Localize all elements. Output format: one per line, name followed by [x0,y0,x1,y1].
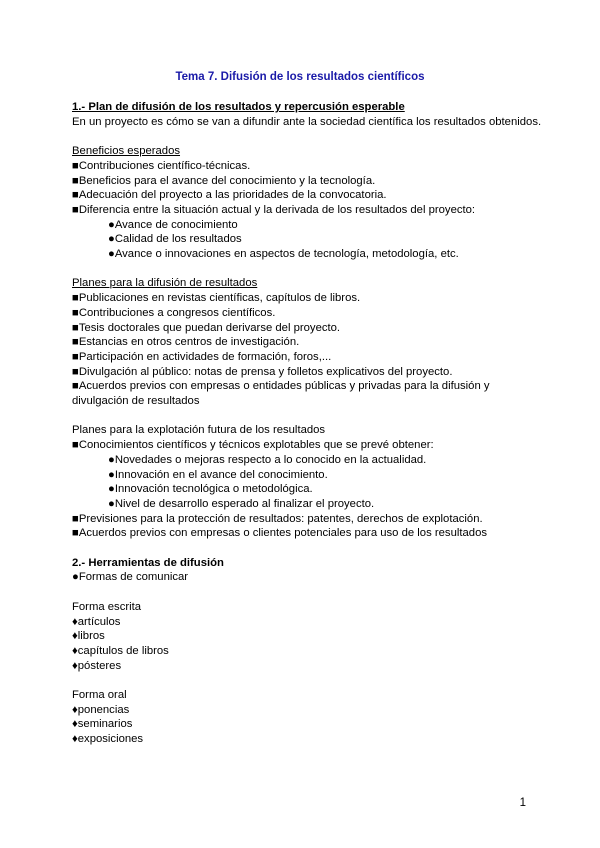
list-item: ■Participación en actividades de formación, foros,... [72,350,332,363]
square-bullet-icon: ■ [72,189,79,202]
beneficios-heading: Beneficios esperados [72,145,181,158]
diamond-bullet-icon: ♦ [72,630,78,643]
section-1-heading: 1.- Plan de difusión de los resultados y repercusión esperable [72,101,405,113]
section-2-heading: 2.- Herramientas de difusión [72,556,224,569]
dot-bullet-icon: ● [108,233,115,246]
list-item: ■Divulgación al público: notas de prensa y folletos explicativos del proyecto. [72,365,453,378]
square-bullet-icon: ■ [72,174,79,187]
planes-difusion-heading: Planes para la difusión de resultados [72,277,258,290]
square-bullet-icon: ■ [72,527,79,540]
list-item: ♦pósteres [72,659,122,672]
planes-explotacion-heading: Planes para la explotación futura de los resultados [72,424,326,437]
square-bullet-icon: ■ [72,159,79,172]
sub-list-item: ●Innovación en el avance del conocimiento. [108,468,328,481]
dot-bullet-icon: ● [108,218,115,231]
sub-list-item: ●Avance de conocimiento [108,218,238,231]
list-item: ■Beneficios para el avance del conocimiento y la tecnología. [72,174,376,187]
diamond-bullet-icon: ♦ [72,644,78,657]
list-item: ♦artículos [72,615,121,628]
list-item: ♦ponencias [72,703,130,716]
dot-bullet-icon: ● [108,453,115,466]
square-bullet-icon: ■ [72,365,79,378]
dot-bullet-icon: ● [108,483,115,496]
list-item: ■Estancias en otros centros de investigación. [72,336,300,349]
dot-bullet-icon: ● [108,468,115,481]
list-item: ■Acuerdos previos con empresas o clientes potenciales para uso de los resultados [72,527,487,540]
diamond-bullet-icon: ♦ [72,659,78,672]
square-bullet-icon: ■ [72,380,79,393]
list-item: ■Conocimientos científicos y técnicos explotables que se prevé obtener: [72,439,434,452]
diamond-bullet-icon: ♦ [72,703,78,716]
document-body [72,100,542,747]
list-item: ♦capítulos de libros [72,644,169,657]
diamond-bullet-icon: ♦ [72,718,78,731]
list-item: ■Adecuación del proyecto a las prioridades de la convocatoria. [72,189,387,202]
square-bullet-icon: ■ [72,336,79,349]
square-bullet-icon: ■ [72,292,79,305]
forma-escrita-heading: Forma escrita [72,600,142,613]
diamond-bullet-icon: ♦ [72,615,78,628]
sub-list-item: ●Calidad de los resultados [108,233,242,246]
list-item: ♦libros [72,630,105,643]
page-number: 1 [519,797,526,809]
list-item: ●Formas de comunicar [72,571,189,584]
section-1-intro: En un proyecto es cómo se van a difundir ante la sociedad científica los resultados obtenidos. [72,115,542,128]
list-item: ■Acuerdos previos con empresas o entidades públicas y privadas para la difusión y divulgación de resultados [72,380,490,408]
square-bullet-icon: ■ [72,321,79,334]
forma-oral-heading: Forma oral [72,689,127,702]
list-item: ■Publicaciones en revistas científicas, capítulos de libros. [72,292,361,305]
square-bullet-icon: ■ [72,512,79,525]
dot-bullet-icon: ● [108,497,115,510]
diamond-bullet-icon: ♦ [72,733,78,746]
sub-list-item: ●Nivel de desarrollo esperado al finalizar el proyecto. [108,497,375,510]
square-bullet-icon: ■ [72,439,79,452]
sub-list-item: ●Novedades o mejoras respecto a lo conocido en la actualidad. [108,453,427,466]
list-item: ♦exposiciones [72,733,144,746]
dot-bullet-icon: ● [108,248,115,261]
list-item: ♦seminarios [72,718,133,731]
list-item: ■Contribuciones a congresos científicos. [72,306,276,319]
square-bullet-icon: ■ [72,203,79,216]
dot-bullet-icon: ● [72,571,79,584]
square-bullet-icon: ■ [72,306,79,319]
list-item: ■Previsiones para la protección de resultados: patentes, derechos de explotación. [72,512,483,525]
list-item: ■Diferencia entre la situación actual y la derivada de los resultados del proyecto: [72,203,476,216]
sub-list-item: ●Innovación tecnológica o metodológica. [108,483,313,496]
list-item: ■Tesis doctorales que puedan derivarse del proyecto. [72,321,341,334]
square-bullet-icon: ■ [72,350,79,363]
page-title: Tema 7. Difusión de los resultados científicos [175,71,425,83]
list-item: ■Contribuciones científico-técnicas. [72,159,251,172]
sub-list-item: ●Avance o innovaciones en aspectos de tecnología, metodología, etc. [108,248,459,261]
